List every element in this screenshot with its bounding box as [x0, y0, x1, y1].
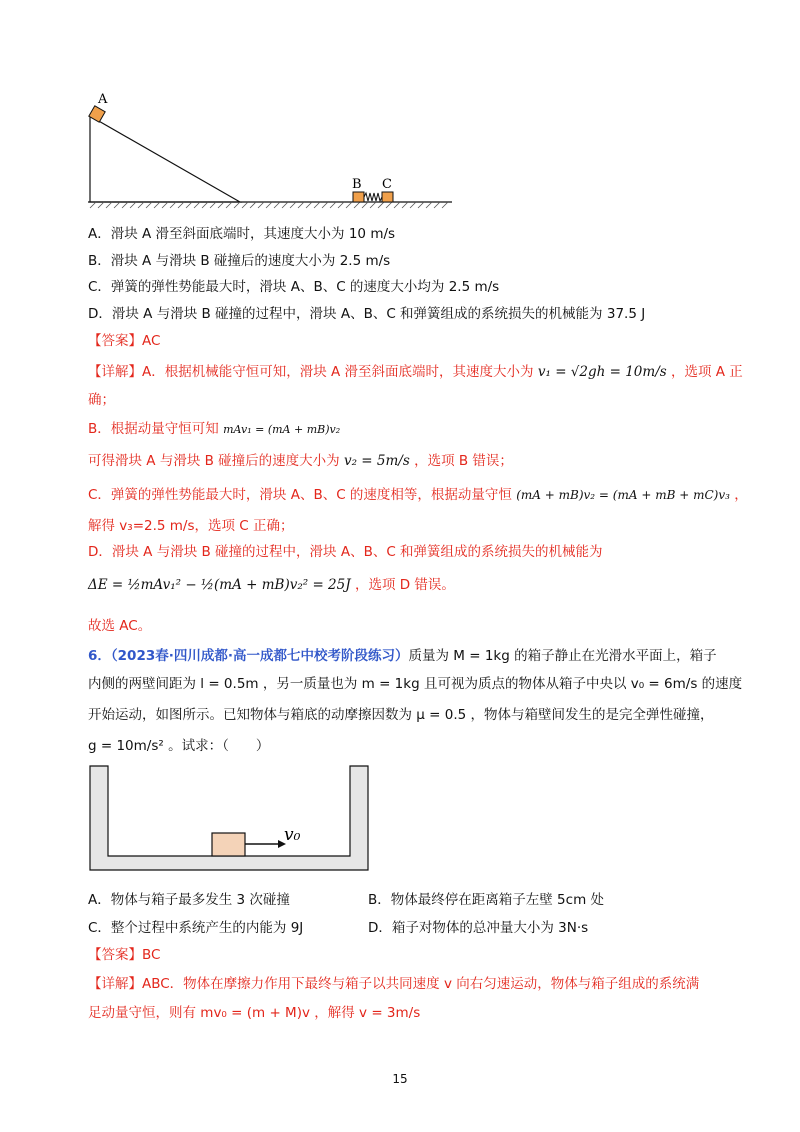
- q5-detail-b-text: B．根据动量守恒可知: [88, 421, 219, 437]
- q5-detail-c-text: C．弹簧的弹性势能最大时，滑块 A、B、C 的速度相等，根据动量守恒: [88, 487, 512, 503]
- box-figure: [88, 764, 378, 874]
- q6-source: （2023春·四川成都·高一成都七中校考阶段练习）: [110, 648, 409, 664]
- q6-option-b: B．物体最终停在距离箱子左壁 5cm 处: [368, 892, 605, 908]
- q5-detail-c-suffix: ，: [734, 487, 748, 503]
- page-number: 15: [392, 1072, 408, 1086]
- q6-option-d: D．箱子对物体的总冲量大小为 3N·s: [368, 920, 589, 936]
- q5-answer: 【答案】AC: [88, 333, 161, 349]
- label-b: B: [352, 177, 362, 192]
- q5-detail-line-1: [88, 362, 743, 382]
- q5-detail-line-8: [88, 575, 455, 595]
- q5-detail-line-6: 解得 v₃=2.5 m/s，选项 C 正确；: [88, 518, 294, 534]
- ground-hatching: [90, 202, 448, 208]
- q5-detail-line-7: D．滑块 A 与滑块 B 碰撞的过程中，滑块 A、B、C 和弹簧组成的系统损失的机械能为: [88, 544, 603, 560]
- block-object: [212, 833, 245, 856]
- slider-b: [353, 192, 364, 202]
- incline-figure: [80, 88, 460, 213]
- label-a: A: [98, 92, 108, 107]
- q6-option-a: A．物体与箱子最多发生 3 次碰撞: [88, 892, 290, 908]
- spring: [364, 193, 382, 201]
- q5-formula-v3: (mA + mB)v₂ = (mA + mB + mC)v₃: [516, 488, 730, 502]
- q6-detail-line-1: 【详解】ABC．物体在摩擦力作用下最终与箱子以共同速度 v 向右匀速运动，物体与箱子组成的系统满: [88, 976, 700, 992]
- slider-c: [382, 192, 393, 202]
- q5-detail-line-4: [88, 451, 513, 471]
- q6-answer: 【答案】BC: [88, 947, 161, 963]
- q5-detail-line-3: [88, 419, 340, 440]
- q5-option-a: A．滑块 A 滑至斜面底端时，其速度大小为 10 m/s: [88, 226, 396, 242]
- q6-stem-line-3: 开始运动，如图所示。已知物体与箱底的动摩擦因数为 μ = 0.5 ，物体与箱壁间发生的是完全弹性碰撞，: [88, 707, 714, 723]
- q6-option-c: C．整个过程中系统产生的内能为 9J: [88, 920, 304, 936]
- q5-detail-a-text: 【详解】A．根据机械能守恒可知，滑块 A 滑至斜面底端时，其速度大小为: [88, 364, 534, 380]
- q5-option-b: B．滑块 A 与滑块 B 碰撞后的速度大小为 2.5 m/s: [88, 253, 391, 269]
- q5-formula-energy: ΔE = ½mAv₁² − ½(mA + mB)v₂² = 25J: [88, 577, 351, 593]
- velocity-label: v₀: [284, 825, 301, 845]
- q6-stem-line-4: g = 10m/s² 。试求：（ ）: [88, 738, 270, 754]
- label-c: C: [382, 177, 392, 192]
- q5-detail-b2-suffix: ，选项 B 错误；: [414, 453, 513, 469]
- q6-stem-line-2: 内侧的两壁间距为 l = 0.5m ，另一质量也为 m = 1kg 且可视为质点的物体从箱子中央以 v₀ = 6m/s 的速度: [88, 676, 743, 692]
- q5-detail-d-suffix: ，选项 D 错误。: [354, 577, 455, 593]
- q5-formula-v1: v₁ = √2gh = 10m/s: [537, 364, 667, 380]
- q6-detail-line-2: 足动量守恒，则有 mv₀ = (m + M)v ，解得 v = 3m/s: [88, 1005, 421, 1021]
- q5-option-c: C．弹簧的弹性势能最大时，滑块 A、B、C 的速度大小均为 2.5 m/s: [88, 279, 500, 295]
- q5-detail-line-2: 确；: [88, 392, 115, 408]
- q5-formula-momentum: mAv₁ = (mA + mB)v₂: [223, 423, 341, 436]
- q5-detail-b2-text: 可得滑块 A 与滑块 B 碰撞后的速度大小为: [88, 453, 340, 469]
- q6-stem-line-1: [88, 646, 717, 666]
- q5-detail-line-5: [88, 485, 748, 505]
- incline-slope: [90, 116, 240, 202]
- q6-number: 6．: [88, 648, 111, 664]
- q6-stem-text-1: 质量为 M = 1kg 的箱子静止在光滑水平面上，箱子: [408, 648, 717, 664]
- q5-formula-v2: v₂ = 5m/s: [343, 453, 410, 469]
- q5-option-d: D．滑块 A 与滑块 B 碰撞的过程中，滑块 A、B、C 和弹簧组成的系统损失的机械能为 37.5 J: [88, 306, 646, 322]
- q5-detail-a-suffix: ，选项 A 正: [670, 364, 743, 380]
- q5-detail-line-9: 故选 AC。: [88, 618, 152, 634]
